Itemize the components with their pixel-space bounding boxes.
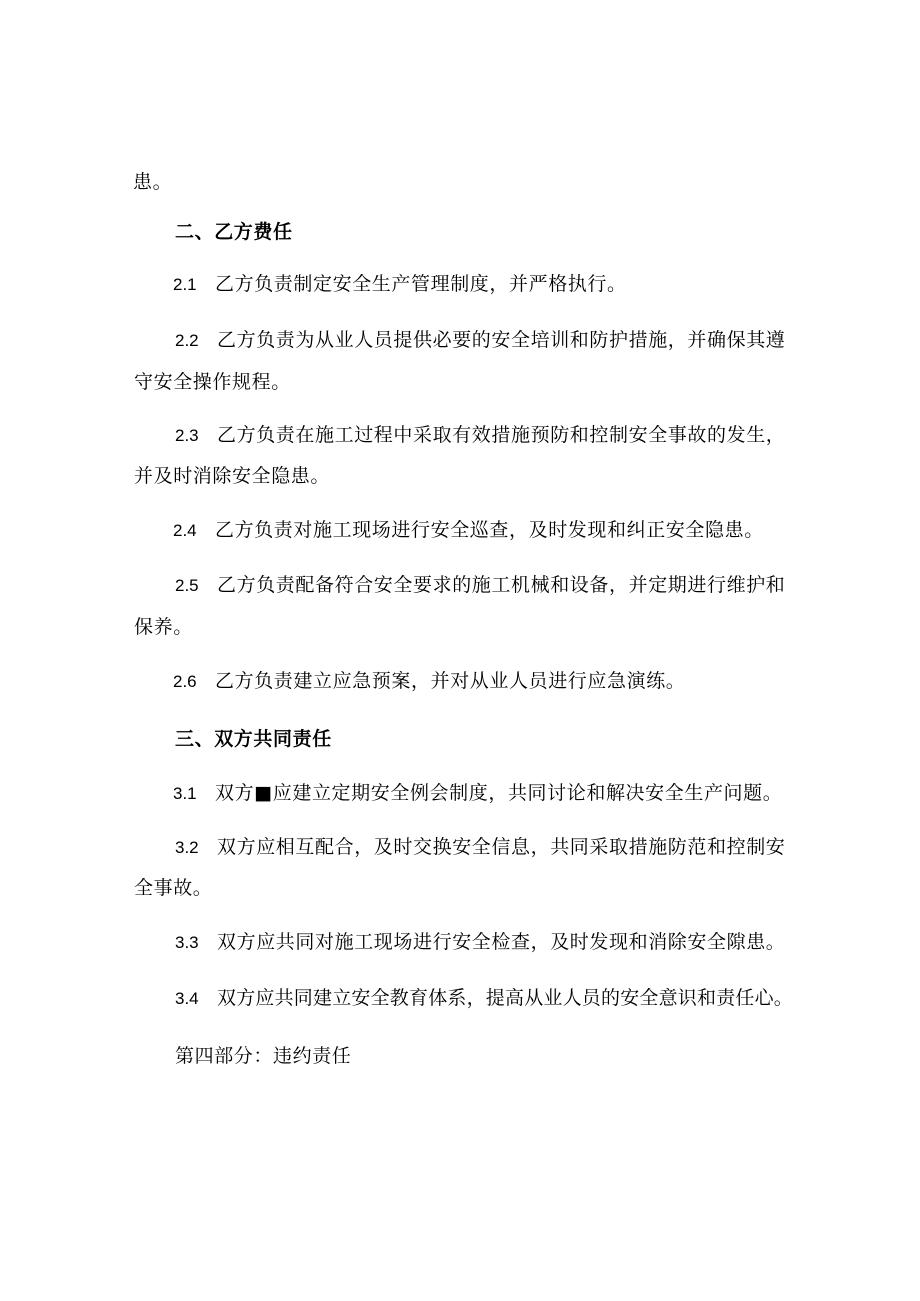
clause-3-2 [0, 835, 920, 860]
clause-text: 双方应相互配合，及时交换安全信息，共同采取措施防范和控制安 [217, 836, 786, 858]
clause-2-5-continuation: 保养。 [134, 616, 193, 638]
clause-text: 乙方负责在施工过程中采取有效措施预防和控制安全事故的发生， [217, 424, 786, 446]
clause-text: 双方应共同建立安全教育体系，提高从业人员的安全意识和责任心。 [217, 987, 794, 1009]
clause-2-4 [0, 518, 920, 543]
clause-text: 乙方负责制定安全生产管理制度，并严格执行。 [215, 273, 627, 295]
clause-number: 2.6 [173, 672, 197, 691]
clause-text: 乙方负责对施工现场进行安全巡查，及时发现和纠正安全隐患。 [215, 519, 764, 541]
clause-number: 2.5 [175, 576, 199, 595]
clause-number: 3.4 [175, 989, 199, 1008]
clause-2-6 [0, 669, 920, 694]
clause-2-3-continuation: 并及时消除安全隐患。 [134, 465, 331, 487]
continuation-text: 患。 [133, 171, 173, 193]
clause-text: 乙方负责建立应急预案，并对从业人员进行应急演练。 [215, 670, 686, 692]
clause-3-1 [0, 781, 920, 806]
section-2-heading: 二、乙方费任 [175, 221, 293, 243]
clause-number: 2.1 [173, 275, 197, 294]
section-3-heading: 三、双方共同责任 [175, 728, 332, 750]
clause-number: 2.4 [173, 521, 197, 540]
clause-text: 双方应共同对施工现场进行安全检查，及时发现和消除安全隙患。 [217, 931, 786, 953]
clause-2-1 [0, 272, 920, 297]
clause-number: 2.2 [175, 331, 199, 350]
clause-number: 3.1 [173, 784, 197, 803]
part-4-heading: 第四部分：违约责任 [175, 1045, 352, 1067]
clause-3-3 [0, 930, 920, 955]
clause-text: 双方■应建立定期安全例会制度，共同讨论和解决安全生产问题。 [215, 782, 783, 804]
clause-number: 2.3 [175, 426, 199, 445]
clause-3-4 [0, 986, 920, 1011]
clause-number: 3.2 [175, 838, 199, 857]
clause-number: 3.3 [175, 933, 199, 952]
clause-2-3 [0, 423, 920, 448]
clause-text: 乙方负责配备符合安全要求的施工机械和设备，并定期进行维护和 [217, 574, 786, 596]
clause-2-2 [0, 328, 920, 353]
clause-2-2-continuation: 守安全操作规程。 [134, 371, 291, 393]
clause-2-5 [0, 573, 920, 598]
clause-text: 乙方负责为从业人员提供必要的安全培训和防护措施，并确保其遵 [217, 329, 786, 351]
clause-3-2-continuation: 全事故。 [134, 877, 213, 899]
